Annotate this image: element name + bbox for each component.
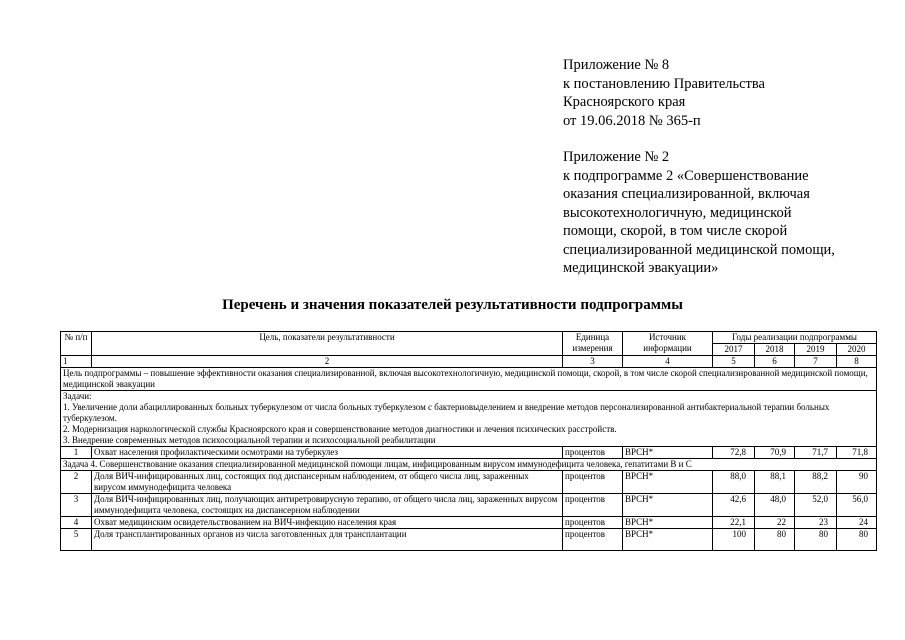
header-line: Приложение № 2: [563, 149, 670, 165]
indicators-table: [60, 331, 877, 551]
row-value: 100: [713, 529, 755, 551]
header-line: Приложение № 8: [563, 57, 670, 73]
row-value: 71,8: [837, 447, 877, 459]
row-number: 5: [61, 529, 92, 551]
table-row: [61, 529, 877, 551]
row-value: 88,0: [713, 471, 755, 494]
tasks-cell: [61, 391, 877, 447]
row-value: 23: [795, 517, 837, 529]
row-value: 90: [837, 471, 877, 494]
row-value: 42,6: [713, 494, 755, 517]
goal-text: Цель подпрограммы – повышение эффективности оказания специализированной, включая высокотехнологичную, медицинской помощи, скорой, в том числе скорой специализированной медицинской помощи, медицинской эвакуации: [61, 368, 877, 391]
row-value: 88,2: [795, 471, 837, 494]
colnum-cell: 2: [92, 356, 563, 368]
header-line: к постановлению Правительства: [563, 75, 765, 92]
colnum-cell: 6: [755, 356, 795, 368]
colnum-cell: 8: [837, 356, 877, 368]
table-row: [61, 471, 877, 494]
row-indicator: Охват населения профилактическими осмотрами на туберкулез: [92, 447, 563, 459]
header-line: специализированной медицинской помощи,: [563, 241, 835, 258]
row-value: 22,1: [713, 517, 755, 529]
table-row: [61, 494, 877, 517]
table-row: [61, 447, 877, 459]
document-title: Перечень и значения показателей результативности подпрограммы: [222, 297, 683, 313]
row-unit: процентов: [563, 471, 623, 494]
task-item: 2. Модернизация наркологической службы Красноярского края и совершенствование методов диагностики и лечения психических расстройств.: [63, 424, 617, 434]
colnum-cell: 7: [795, 356, 837, 368]
row-source: ВРСН*: [623, 529, 713, 551]
header-row: [61, 332, 877, 344]
row-value: 71,7: [795, 447, 837, 459]
row-source: ВРСН*: [623, 447, 713, 459]
header-line: к подпрограмме 2 «Совершенствование: [563, 167, 809, 184]
row-value: 48,0: [755, 494, 795, 517]
task4-text: Задача 4. Совершенствование оказания специализированной медицинской помощи лицам, инфицированным вирусом иммунодефицита человека, гепатитами В и С: [61, 459, 877, 471]
header-line: высокотехнологичную, медицинской: [563, 204, 792, 221]
year-cell: 2017: [713, 344, 755, 356]
row-value: 80: [795, 529, 837, 551]
colnum-cell: 4: [623, 356, 713, 368]
row-indicator: Доля трансплантированных органов из числа заготовленных для трансплантации: [92, 529, 563, 551]
header-line: от 19.06.2018 № 365-п: [563, 112, 701, 129]
year-cell: 2020: [837, 344, 877, 356]
row-value: 88,1: [755, 471, 795, 494]
row-number: 2: [61, 471, 92, 494]
col-header-number: № п/п: [61, 332, 92, 356]
col-header-source: Источник информации: [623, 332, 713, 356]
header-line: Красноярского края: [563, 94, 686, 110]
header-line: помощи, скорой, в том числе скорой: [563, 223, 788, 239]
row-source: ВРСН*: [623, 517, 713, 529]
task-item: 1. Увеличение доли абациллированных больных туберкулезом от числа больных туберкулезом с бактериовыделением и внедрение методов персонализированной антибактериальной терапии больных туберкулезом.: [63, 402, 830, 423]
row-unit: процентов: [563, 447, 623, 459]
row-source: ВРСН*: [623, 471, 713, 494]
goal-row: [61, 368, 877, 391]
header-line: оказания специализированной, включая: [563, 186, 810, 202]
row-value: 24: [837, 517, 877, 529]
task-item: 3. Внедрение современных методов психосоциальной терапии и психосоциальной реабилитации: [63, 435, 436, 445]
row-indicator: Охват медицинским освидетельствованием на ВИЧ-инфекцию населения края: [92, 517, 563, 529]
colnum-cell: 3: [563, 356, 623, 368]
row-unit: процентов: [563, 494, 623, 517]
col-header-goal: Цель, показатели результативности: [92, 332, 563, 356]
row-number: 4: [61, 517, 92, 529]
tasks-row: [61, 391, 877, 447]
row-value: 72,8: [713, 447, 755, 459]
row-unit: процентов: [563, 517, 623, 529]
row-value: 52,0: [795, 494, 837, 517]
table-row: [61, 517, 877, 529]
col-header-years: Годы реализации подпрограммы: [713, 332, 877, 344]
row-value: 22: [755, 517, 795, 529]
row-source: ВРСН*: [623, 494, 713, 517]
tasks-label: Задачи:: [63, 391, 92, 401]
colnum-cell: 1: [61, 356, 92, 368]
row-value: 56,0: [837, 494, 877, 517]
row-value: 80: [755, 529, 795, 551]
year-cell: 2018: [755, 344, 795, 356]
header-line: медицинской эвакуации»: [563, 260, 719, 276]
row-value: 80: [837, 529, 877, 551]
task4-row: [61, 459, 877, 471]
year-cell: 2019: [795, 344, 837, 356]
row-indicator: Доля ВИЧ-инфицированных лиц, состоящих под диспансерным наблюдением, от общего числа лиц, зараженных вирусом иммунодефицита человека: [92, 471, 563, 494]
colnum-cell: 5: [713, 356, 755, 368]
row-value: 70,9: [755, 447, 795, 459]
col-header-unit: Единица измерения: [563, 332, 623, 356]
row-number: 3: [61, 494, 92, 517]
column-numbers-row: [61, 356, 877, 368]
row-unit: процентов: [563, 529, 623, 551]
row-number: 1: [61, 447, 92, 459]
header-block: [563, 56, 893, 278]
row-indicator: Доля ВИЧ-инфицированных лиц, получающих антиретровирусную терапию, от общего числа лиц, зараженных вирусом иммунодефицита человека, состоящих на диспансерном наблюдении: [92, 494, 563, 517]
